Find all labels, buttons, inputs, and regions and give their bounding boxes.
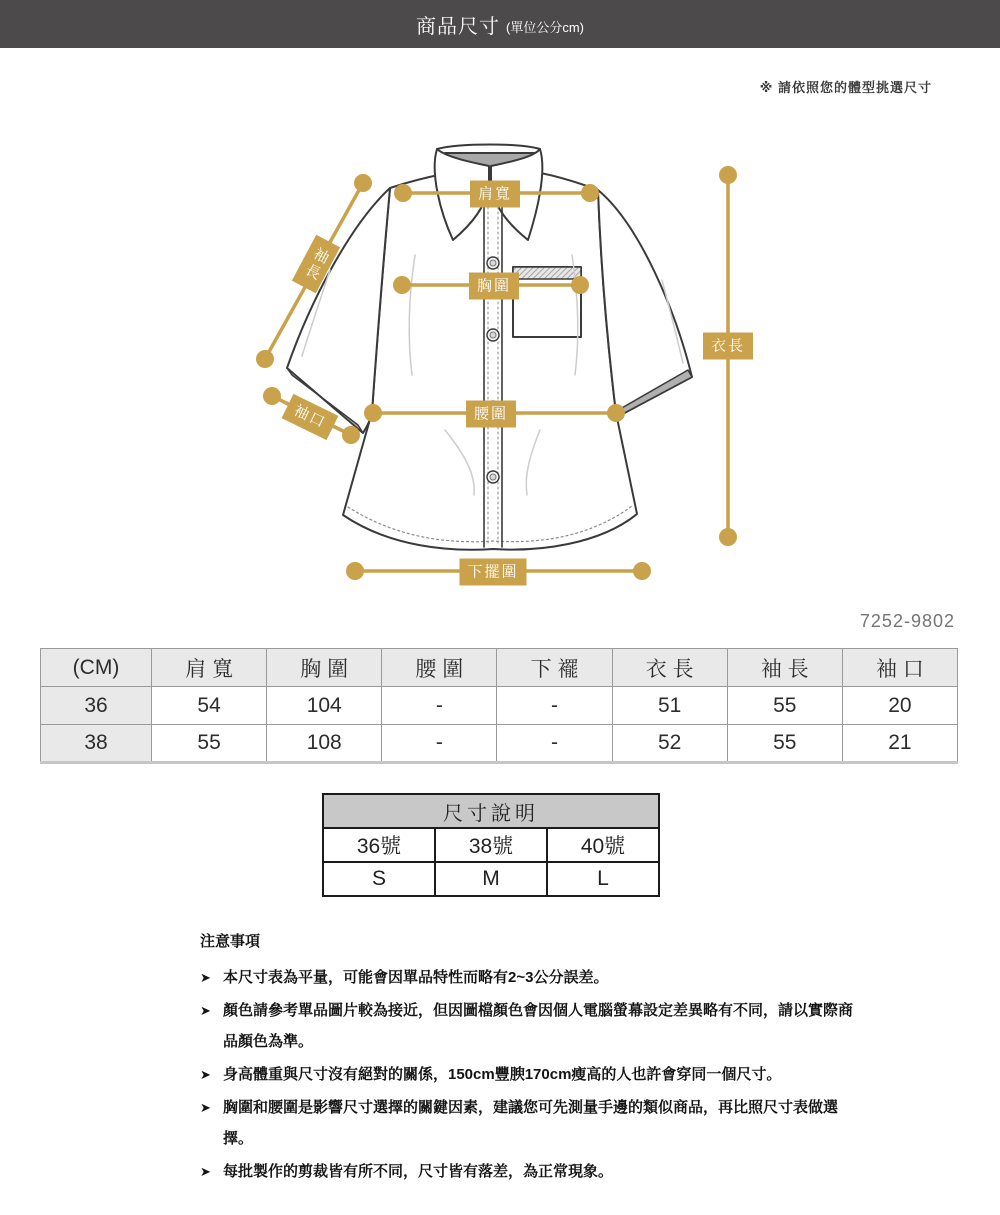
cell: -	[382, 725, 497, 763]
row-size: 36	[41, 687, 152, 725]
cell: -	[382, 687, 497, 725]
note-item	[200, 1059, 860, 1090]
col-length: 衣 長	[612, 649, 727, 687]
note-item	[200, 1092, 860, 1154]
size-number: 40號	[547, 828, 659, 862]
arrow-bullet-icon: ➤	[200, 1067, 211, 1082]
cell: 21	[842, 725, 957, 763]
cell: 55	[727, 687, 842, 725]
arrow-bullet-icon: ➤	[200, 1164, 211, 1179]
cell: 55	[727, 725, 842, 763]
col-hem: 下 襬	[497, 649, 612, 687]
cell: 108	[267, 725, 382, 763]
note-text: 每批製作的剪裁皆有所不同，尺寸皆有落差，為正常現象。	[223, 1163, 614, 1180]
label-sleeve-length: 袖長	[292, 235, 340, 294]
col-shoulder: 肩 寬	[152, 649, 267, 687]
note-text: 本尺寸表為平量，可能會因單品特性而略有2~3公分誤差。	[223, 969, 609, 986]
size-number: 38號	[435, 828, 547, 862]
note-item	[200, 962, 860, 993]
note-item	[200, 995, 860, 1057]
label-shoulder: 肩寬	[470, 181, 520, 208]
col-chest: 胸 圍	[267, 649, 382, 687]
fit-advice-note: ※ 請依照您的體型挑選尺寸	[759, 80, 932, 95]
note-text: 顏色請參考單品圖片較為接近，但因圖檔顏色會因個人電腦螢幕設定差異略有不同，請以實際商品顏色為準。	[223, 1002, 854, 1050]
col-cuff: 袖 口	[842, 649, 957, 687]
cell: 54	[152, 687, 267, 725]
size-letter: L	[547, 862, 659, 896]
cell: 55	[152, 725, 267, 763]
cell: 52	[612, 725, 727, 763]
size-mapping-table	[322, 793, 660, 897]
label-length: 衣長	[703, 333, 753, 360]
size-table	[40, 648, 958, 764]
note-item	[200, 1156, 860, 1187]
table-row-36	[41, 687, 958, 725]
size-number: 36號	[323, 828, 435, 862]
col-sleeve: 袖 長	[727, 649, 842, 687]
col-waist: 腰 圍	[382, 649, 497, 687]
cell: 51	[612, 687, 727, 725]
size-letter: S	[323, 862, 435, 896]
cell: 20	[842, 687, 957, 725]
arrow-bullet-icon: ➤	[200, 1100, 211, 1115]
page-title-unit: (單位公分cm)	[506, 19, 584, 35]
page-title: 商品尺寸	[416, 15, 500, 38]
size-mapping-title: 尺寸說明	[323, 794, 659, 828]
cell: -	[497, 687, 612, 725]
title-bar	[0, 0, 1000, 48]
cell: -	[497, 725, 612, 763]
label-cuff: 袖口	[282, 394, 339, 440]
label-chest: 胸圍	[469, 273, 519, 300]
table-row-38	[41, 725, 958, 763]
notes-section	[200, 930, 860, 1189]
label-waist: 腰圍	[466, 401, 516, 428]
size-number-row	[323, 828, 659, 862]
row-size: 38	[41, 725, 152, 763]
cell: 104	[267, 687, 382, 725]
col-unit: (CM)	[41, 649, 152, 687]
size-letter-row	[323, 862, 659, 896]
product-code: 7252-9802	[859, 611, 955, 631]
size-letter: M	[435, 862, 547, 896]
arrow-bullet-icon: ➤	[200, 1003, 211, 1018]
note-text: 胸圍和腰圍是影響尺寸選擇的關鍵因素，建議您可先測量手邊的類似商品，再比照尺寸表做選擇。	[223, 1099, 839, 1147]
note-text: 身高體重與尺寸沒有絕對的關係，150cm豐腴170cm瘦高的人也許會穿同一個尺寸。	[223, 1066, 782, 1083]
notes-title: 注意事項	[200, 933, 261, 950]
chest-pocket	[513, 267, 581, 337]
label-hem: 下擺圍	[459, 559, 526, 586]
arrow-bullet-icon: ➤	[200, 970, 211, 985]
size-table-header-row	[41, 649, 958, 687]
